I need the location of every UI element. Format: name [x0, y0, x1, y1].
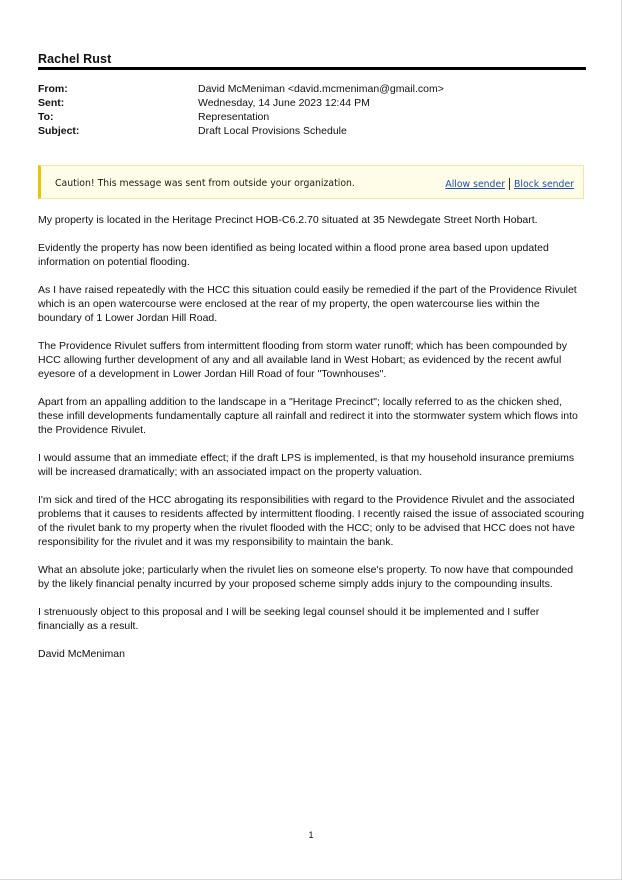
to-label: To: [38, 111, 54, 123]
from-row [38, 82, 586, 96]
header-rule [38, 67, 586, 70]
body-paragraph: I would assume that an immediate effect; if the draft LPS is implemented, is that my household insurance premiums will be increased dramatically; with an associated impact on the property valuation. [38, 452, 575, 478]
sent-label: Sent: [38, 97, 65, 109]
subject-value: Draft Local Provisions Schedule [198, 125, 347, 137]
link-divider [509, 178, 510, 190]
caution-text: Caution! This message was sent from outside your organization. [55, 178, 355, 189]
sent-value: Wednesday, 14 June 2023 12:44 PM [198, 97, 370, 109]
body-paragraph: The Providence Rivulet suffers from intermittent flooding from storm water runoff; which has been compounded by HCC allowing further development of any and all available land in West Hobart; as evidenced by the recent awful eyesore of a development in Lower Jordan Hill Road of four "Townhouses". [38, 340, 567, 380]
body-paragraph: As I have raised repeatedly with the HCC this situation could easily be remedied if the part of the Providence Rivulet which is an open watercourse were enclosed at the rear of my property, the open watercourse lies within the boundary of 1 Lower Jordan Hill Road. [38, 284, 577, 324]
body-paragraph: My property is located in the Heritage Precinct HOB-C6.2.70 situated at 35 Newdegate Street North Hobart. [38, 214, 538, 226]
subject-label: Subject: [38, 125, 80, 137]
block-sender-link[interactable]: Block sender [514, 178, 574, 190]
recipient-name: Rachel Rust [38, 52, 112, 66]
email-header [38, 82, 586, 138]
body-paragraph: I strenuously object to this proposal and I will be seeking legal counsel should it be implemented and I suffer financially as a result. [38, 606, 540, 632]
from-label: From: [38, 83, 68, 95]
sent-row [38, 96, 586, 110]
body-paragraph: Evidently the property has now been identified as being located within a flood prone area based upon updated information on potential flooding. [38, 242, 549, 268]
body-paragraph: Apart from an appalling addition to the landscape in a "Heritage Precinct"; locally referred to as the chicken shed, these infill developments fundamentally capture all rainfall and redirect it into the stormwater system which flows into the Providence Rivulet. [38, 396, 578, 436]
from-value: David McMeniman <david.mcmeniman@gmail.com> [198, 83, 444, 95]
to-value: Representation [198, 111, 270, 123]
external-sender-banner [38, 165, 584, 199]
signature: David McMeniman [38, 648, 125, 660]
to-row [38, 110, 586, 124]
sender-actions [445, 178, 574, 190]
allow-sender-link[interactable]: Allow sender [445, 178, 505, 190]
body-paragraph: I'm sick and tired of the HCC abrogating its responsibilities with regard to the Providence Rivulet and the associated problems that it causes to residents affected by intermittent flooding. I recently raised the issue of associated scouring of the rivulet bank to my property when the rivulet flooded with the HCC; only to be advised that HCC does not have responsibility for the rivulet and it was my responsibility to maintain the bank. [38, 494, 585, 548]
email-body [38, 213, 586, 675]
body-paragraph: What an absolute joke; particularly when the rivulet lies on someone else's property. To now have that compounded by the likely financial penalty incurred by your proposed scheme simply adds injury to the compounding insults. [38, 564, 574, 590]
subject-row [38, 124, 586, 138]
page-number: 1 [308, 830, 314, 840]
